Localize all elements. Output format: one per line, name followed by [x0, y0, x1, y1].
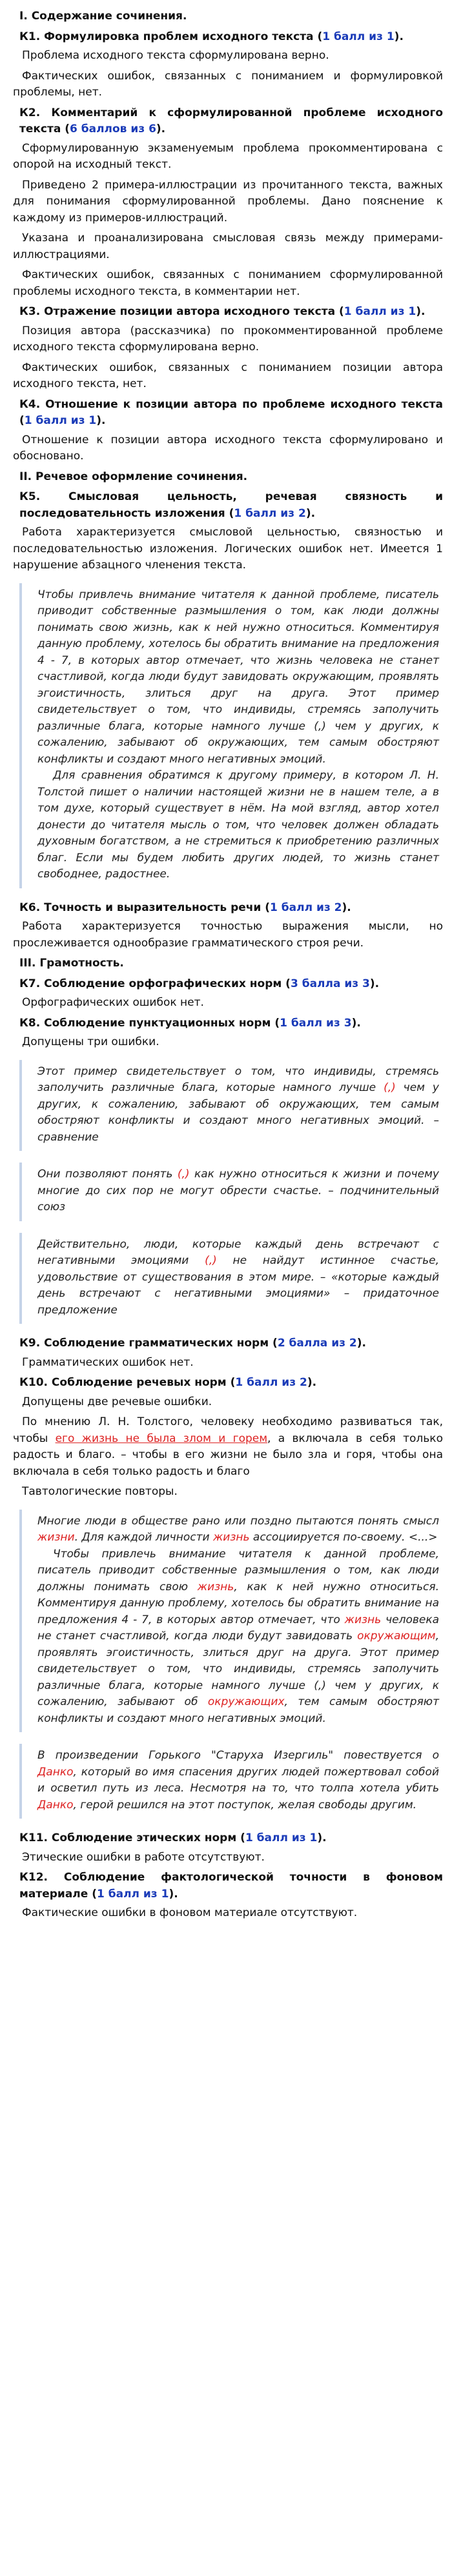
criterion-k10 [19, 1375, 443, 1392]
criterion-score: 1 балл из 1 [96, 1887, 169, 1901]
criterion-score: 1 балл из 2 [270, 901, 342, 914]
quote-text: В произведении Горького "Старуха Изергиль" повествуется о [37, 1749, 439, 1762]
criterion-score: 1 балл из 1 [24, 414, 97, 427]
criterion-score: 2 балла из 2 [277, 1337, 357, 1350]
criterion-k8 [19, 1015, 443, 1032]
error-mark: его жизнь не была злом и горем [55, 1432, 268, 1445]
criterion-k3 [19, 304, 443, 321]
comment-text: Работа характеризуется смысловой цельностью, связностью и последовательностью изложения. Логических ошибок нет. Имеется 1 нарушение абзацного членения текста. [13, 526, 443, 572]
comment-text: Допущены три ошибки. [22, 1035, 159, 1048]
quote-text: Они позволяют понять [37, 1168, 178, 1181]
criterion-k7 [19, 976, 443, 993]
criterion-k9 [19, 1335, 443, 1352]
quote-text: Действительно, люди, которые каждый день встречают с негативными эмоциями [37, 1237, 439, 1267]
quote-text: ассоциируется по-своему. <...> [249, 1531, 438, 1544]
criterion-end: ). [169, 1887, 178, 1901]
quote-paragraph: Для сравнения обратимся к другому примеру, в котором Л. Н. Толстой пишет о наличии настоящей жизни не в нашем теле, а в том духе, который существует в нём. На мой взгляд, автор хотел донести до читателя мысль о том, что человек должен обладать духовным богатством, а не стремиться к приобретению различных благ. Если мы будем любить других людей, то жизнь станет свободнее, радостнее. [37, 769, 439, 881]
criterion-k11 [19, 1830, 443, 1847]
quote-paragraph: Чтобы привлечь внимание читателя к данной проблеме, писатель приводит собственные размышления о том, как люди должны понимать свою жизнь, как к ней нужно относиться. Комментируя данную проблему, хотелось бы обратить внимание на предложения 4 - 7, в которых автор отмечает, что жизнь человека не станет счастливой, когда люди будут завидовать окружающим, проявлять эгоистичность, злиться друг на друга. Этот пример свидетельствует о том, что индивиды, стремясь заполучить различные блага, которые намного лучше (,) чем у других, к сожалению, забывают об окружающих, тем самым обостряют конфликты и создают много негативных эмоций. [37, 588, 439, 766]
criterion-score: 1 балл из 1 [344, 305, 416, 318]
criterion-title: К1. Формулировка проблем исходного текста ( [19, 30, 323, 43]
quote-text: человека не станет счастливой, когда люди будут завидовать [37, 1613, 440, 1642]
quote-paragraph [37, 1546, 439, 1728]
criterion-end: ). [305, 506, 316, 520]
quote-paragraph [37, 1513, 439, 1546]
criterion-end: ). [369, 977, 380, 990]
comment-text: Сформулированную экзаменуемым проблема прокомментирована с опорой на исходный текст. [13, 141, 443, 171]
criterion-k1 [19, 29, 443, 46]
error-mark: жизни [37, 1531, 75, 1544]
criterion-score: 1 балл из 3 [280, 1016, 352, 1030]
comment-text: Позиция автора (рассказчика) по прокомментированной проблеме исходного текста сформулирована верно. [13, 324, 443, 354]
criterion-score: 1 балл из 1 [322, 30, 395, 43]
quote-text: , как к ней нужно относиться. Комментируя данную проблему, хотелось бы обратить внимание на предложения 4 - 7, в которых автор отмечает, что [37, 1580, 439, 1626]
error-quote [19, 1233, 443, 1324]
criterion-title: К2. Комментарий к сформулированной проблеме исходного текста ( [19, 106, 443, 135]
comment-text: Фактические ошибки в фоновом материале отсутствуют. [22, 1906, 358, 1919]
quote-paragraph [37, 1064, 439, 1146]
criterion-end: ). [156, 123, 166, 135]
criterion-score: 1 балл из 2 [235, 1376, 307, 1389]
comment-text: Допущены две речевые ошибки. [22, 1395, 212, 1408]
comment-text: Фактических ошибок, связанных с пониманием и формулировкой проблемы, нет. [13, 69, 443, 99]
quote-text: , проявлять эгоистичность, злиться друг на друга. Этот пример свидетельствует о том, что индивиды, стремясь заполучить различные блага, которые намного лучше (,) чем у других, к сожалению, забывают об [37, 1630, 439, 1708]
criterion-title: К4. Отношение к позиции автора по проблеме исходного текста ( [19, 397, 443, 427]
error-mark: (,) [384, 1081, 396, 1094]
error-mark: жизнь [212, 1531, 250, 1544]
quote-text: Многие люди в обществе рано или поздно пытаются понять смысл [37, 1514, 439, 1528]
error-quote [19, 1060, 443, 1152]
comment-text: Проблема исходного текста сформулирована верно. [22, 49, 329, 62]
criterion-end: ). [317, 1832, 327, 1844]
section-heading: III. Грамотность. [19, 957, 124, 970]
criterion-title: К11. Соблюдение этических норм ( [19, 1832, 245, 1844]
quote-text: , герой решился на этот поступок, желая свободы другим. [73, 1798, 417, 1812]
error-mark: жизнь [344, 1613, 382, 1626]
error-mark: Данко [37, 1798, 74, 1812]
criterion-score: 3 балла из 3 [290, 977, 370, 990]
quote-text: , который во имя спасения других людей пожертвовал собой и осветил путь из леса. Несмотря на то, что толпа хотела убить [37, 1765, 439, 1795]
quote-paragraph [37, 1748, 439, 1813]
tautology-quote [19, 1510, 443, 1733]
section-heading: I. Содержание сочинения. [19, 10, 187, 23]
comment-text: Тавтологические повторы. [22, 1485, 178, 1498]
criterion-title: К9. Соблюдение грамматических норм ( [19, 1337, 278, 1350]
criterion-end: ). [96, 414, 106, 427]
criterion-score: 1 балл из 1 [245, 1832, 318, 1844]
section-heading: II. Речевое оформление сочинения. [19, 470, 248, 483]
quote-text: как нужно относиться к жизни и почему многие до сих пор не могут обрести счастье. – подчинительный союз [37, 1168, 439, 1213]
criterion-title: К10. Соблюдение речевых норм ( [19, 1376, 236, 1389]
error-quote [19, 1163, 443, 1221]
comment-text: Фактических ошибок, связанных с пониманием позиции автора исходного текста, нет. [13, 361, 443, 390]
criterion-end: ). [416, 305, 426, 318]
criterion-title: К12. Соблюдение фактологической точности в фоновом материале ( [19, 1871, 443, 1901]
criterion-end: ). [394, 30, 404, 43]
criterion-title: К7. Соблюдение орфографических норм ( [19, 977, 291, 990]
error-mark: окружающих [207, 1695, 285, 1708]
criterion-title: К3. Отражение позиции автора исходного текста ( [19, 305, 344, 318]
criterion-end: ). [356, 1337, 366, 1350]
comment-text: Фактических ошибок, связанных с пониманием сформулированной проблемы исходного текста, в комментарии нет. [13, 268, 443, 298]
quote-paragraph [37, 1166, 439, 1216]
criterion-end: ). [342, 901, 351, 914]
error-mark: (,) [205, 1254, 217, 1267]
quote-paragraph [37, 1237, 439, 1319]
comment-text: Этические ошибки в работе отсутствуют. [22, 1850, 265, 1864]
comment-text: Орфографических ошибок нет. [22, 996, 204, 1009]
comment-fragment: , а включала в себя только радость и благо. – чтобы в его жизни не было зла и горя, чтобы она включала в себя только радость и благо [13, 1432, 443, 1478]
criterion-k6 [19, 900, 443, 917]
criterion-k12 [19, 1870, 443, 1902]
criterion-k4 [19, 397, 443, 430]
quote-text: Чтобы привлечь внимание читателя к данной проблеме, писатель приводит собственные размышления о том, как люди должны понимать свою [37, 1547, 439, 1593]
comment-text: Работа характеризуется точностью выражения мысли, но прослеживается однообразие грамматического строя речи. [13, 920, 443, 950]
error-mark: (,) [177, 1168, 190, 1181]
error-mark: Данко [37, 1765, 74, 1779]
criterion-title: К5. Смысловая цельность, речевая связность и последовательность изложения ( [19, 490, 443, 520]
comment-text: Отношение к позиции автора исходного текста сформулировано и обосновано. [13, 433, 443, 463]
quote-text: не найдут истинное счастье, удовольствие от существования в этом мире. – «которые каждый день встречают с негативными эмоциями» – придаточное предложение [37, 1254, 439, 1317]
comment-text: Грамматических ошибок нет. [22, 1355, 194, 1369]
comment-text: Приведено 2 примера-иллюстрации из прочитанного текста, важных для понимания сформулированной проблемы. Дано пояснение к каждому из примеров-иллюстраций. [13, 178, 443, 225]
essay-quote [19, 583, 443, 888]
comment-text: Указана и проанализирована смысловая связь между примерами-иллюстрациями. [13, 232, 443, 261]
criterion-end: ). [307, 1376, 317, 1389]
comment-text [13, 1414, 443, 1480]
criterion-k2 [19, 105, 443, 138]
error-mark: жизнь [197, 1580, 234, 1593]
quote-text: чем у других, к сожалению, забывают об окружающих, тем самым обостряют конфликты и создают много негативных эмоций. – сравнение [37, 1081, 439, 1144]
quote-text: , тем самым обостряют конфликты и создают много негативных эмоций. [37, 1695, 440, 1725]
criterion-score: 1 балл из 2 [234, 506, 306, 520]
quote-text: . Для каждой личности [74, 1531, 213, 1544]
error-mark: окружающим [357, 1630, 436, 1642]
quote-text: Этот пример свидетельствует о том, что индивиды, стремясь заполучить различные блага, которые намного лучше [37, 1064, 439, 1094]
criterion-end: ). [351, 1016, 361, 1030]
criterion-score: 6 баллов из 6 [70, 123, 156, 135]
criterion-title: К6. Точность и выразительность речи ( [19, 901, 271, 914]
criterion-title: К8. Соблюдение пунктуационных норм ( [19, 1016, 280, 1030]
tautology-quote [19, 1744, 443, 1819]
criterion-k5 [19, 489, 443, 522]
comment-fragment: По мнению Л. Н. Толстого, человеку необходимо развиваться так, чтобы [13, 1415, 443, 1445]
